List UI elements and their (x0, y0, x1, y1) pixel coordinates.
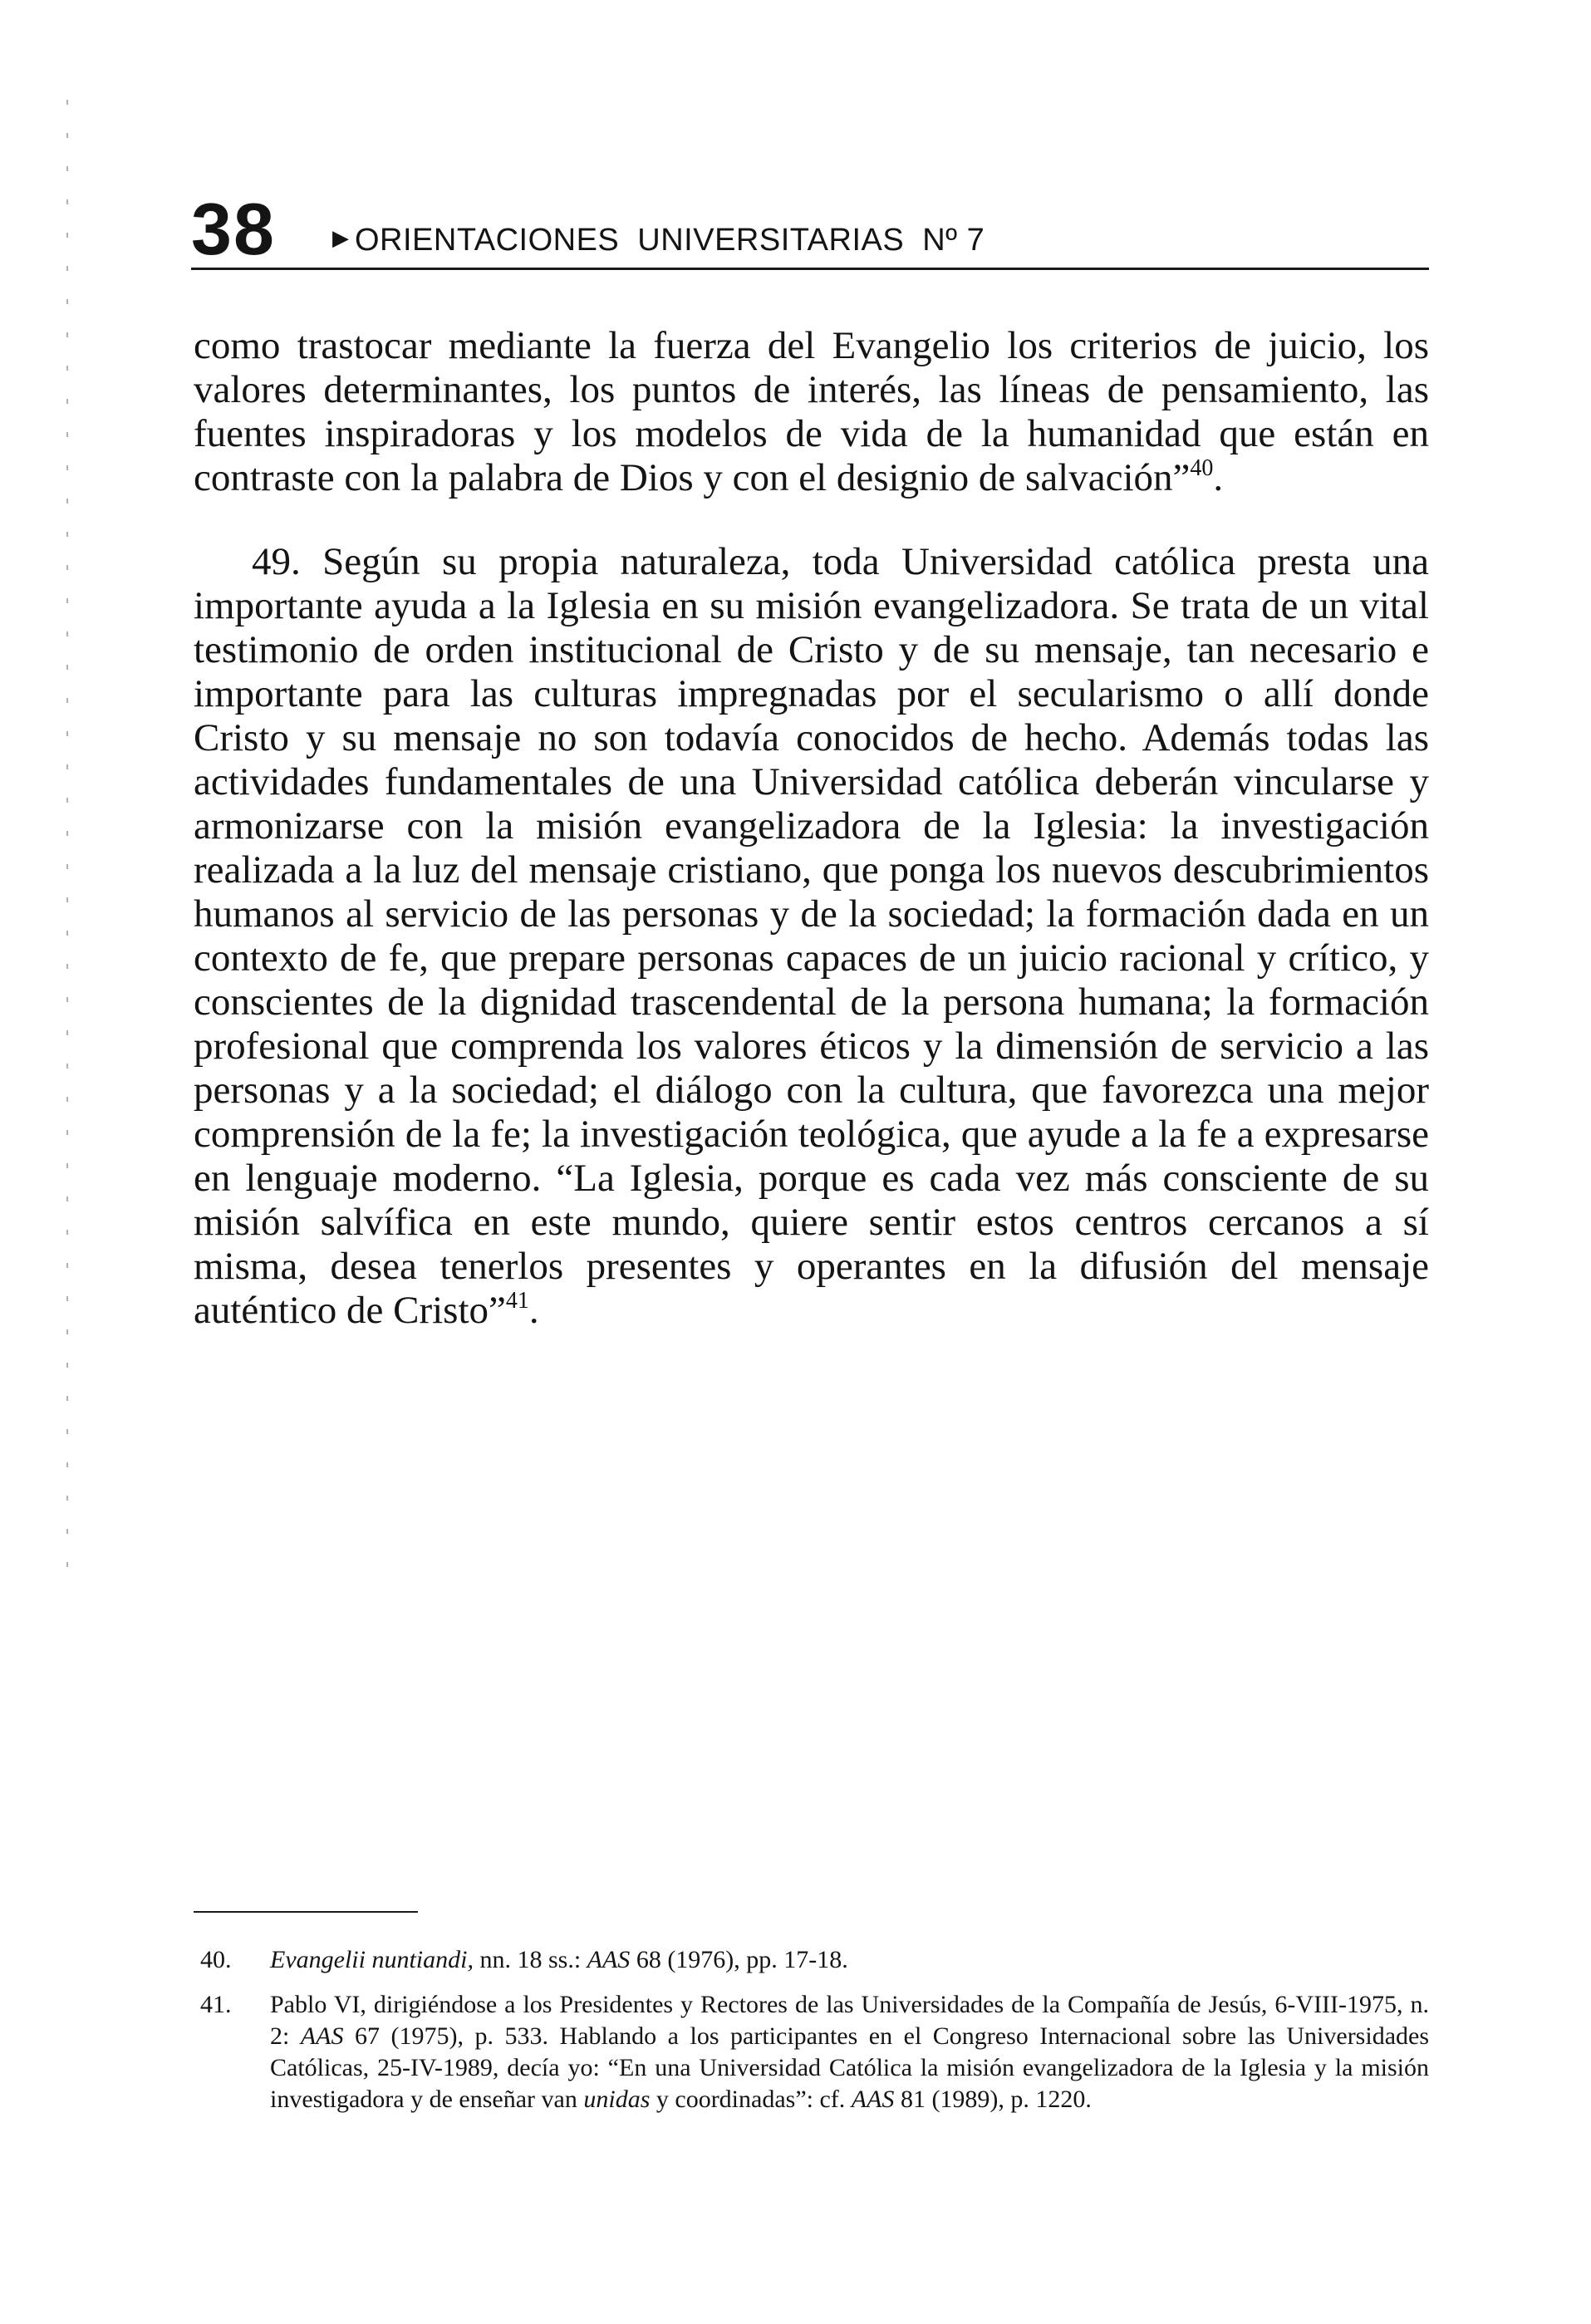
footnote-text: 68 (1976), pp. 17-18. (630, 1946, 848, 1973)
footnote-41 (194, 1989, 1429, 2115)
footnote-divider (194, 1911, 418, 1913)
footnote-text: Pablo VI, dirigiéndose a los Presidentes y Rectores de las Universidades de la Compañía de Jesús, 6-VIII-1975, n. 2: (270, 1991, 1429, 2050)
scan-edge-mark (66, 100, 68, 1595)
paragraph-text: como trastocar mediante la fuerza del Evangelio los criterios de juicio, los valores determinantes, los puntos de interés, las líneas de pensamiento, las fuentes inspiradoras y los modelos de vida de la humanidad que están en contraste con la palabra de Dios y con el designio de salvación” (194, 324, 1429, 499)
page-number: 38 (191, 188, 276, 270)
running-title-word: UNIVERSITARIAS (637, 223, 905, 258)
page-header (191, 188, 1429, 270)
punctuation: . (528, 1289, 539, 1332)
body-text (194, 324, 1429, 1333)
journal-abbrev: AAS (851, 2086, 895, 2113)
footnote-number: 40. (200, 1946, 232, 1973)
cited-title: Evangelii nuntiandi, (270, 1946, 474, 1973)
italic-word: unidas (583, 2086, 651, 2113)
running-title-word: ORIENTACIONES (355, 223, 620, 258)
journal-abbrev: AAS (587, 1946, 631, 1973)
paragraph-49 (194, 540, 1429, 1333)
footnote-ref: 40 (1190, 455, 1214, 481)
footnote-text: 81 (1989), p. 1220. (894, 2086, 1092, 2113)
issue-number: Nº 7 (922, 223, 985, 258)
footnote-text: nn. 18 ss.: (473, 1946, 587, 1973)
footnote-text: 67 (1975), p. 533. Hablando a los participantes en el Congreso Internacional sobre las Universidades Católicas, 25-IV-1989, decía yo: “En una Universidad Católica la misión evangelizadora de la Iglesia y la misión investigadora y de enseñar van (270, 2022, 1429, 2113)
punctuation: . (1213, 456, 1224, 499)
journal-abbrev: AAS (300, 2022, 344, 2050)
footnote-40 (194, 1944, 1429, 1976)
footnote-number: 41. (200, 1991, 232, 2018)
paragraph-text: 49. Según su propia naturaleza, toda Universidad católica presta una importante ayuda a la Iglesia en su misión evangelizadora. Se trata de un vital testimonio de orden institucional de Cristo y de su mensaje, tan necesario e importante para las culturas impregnadas por el secularismo o allí donde Cristo y su mensaje no son todavía conocidos de hecho. Además todas las actividades fundamentales de una Universidad católica deberán vincularse y armonizarse con la misión evangelizadora de la Iglesia: la investigación realizada a la luz del mensaje cristiano, que ponga los nuevos descubrimientos humanos al servicio de las personas y de la sociedad; la formación dada en un contexto de fe, que prepare personas capaces de un juicio racional y crítico, y conscientes de la dignidad trascendental de la persona humana; la formación profesional que comprenda los valores éticos y la dimensión de servicio a las personas y a la sociedad; el diálogo con la cultura, que favorezca una mejor comprensión de la fe; la investigación teológica, que ayude a la fe a expresarse en lenguaje moderno. “La Iglesia, porque es cada vez más consciente de su misión salvífica en este mundo, quiere sentir estos centros cercanos a sí misma, desea tenerlos presentes y operantes en la difusión del mensaje auténtico de Cristo” (194, 540, 1429, 1332)
triangle-right-icon: ▶ (332, 226, 349, 251)
footnote-ref: 41 (505, 1288, 529, 1314)
footnotes (194, 1944, 1429, 2129)
running-title (355, 221, 985, 259)
paragraph-continuation (194, 324, 1429, 500)
footnote-text: y coordinadas”: cf. (650, 2086, 852, 2113)
